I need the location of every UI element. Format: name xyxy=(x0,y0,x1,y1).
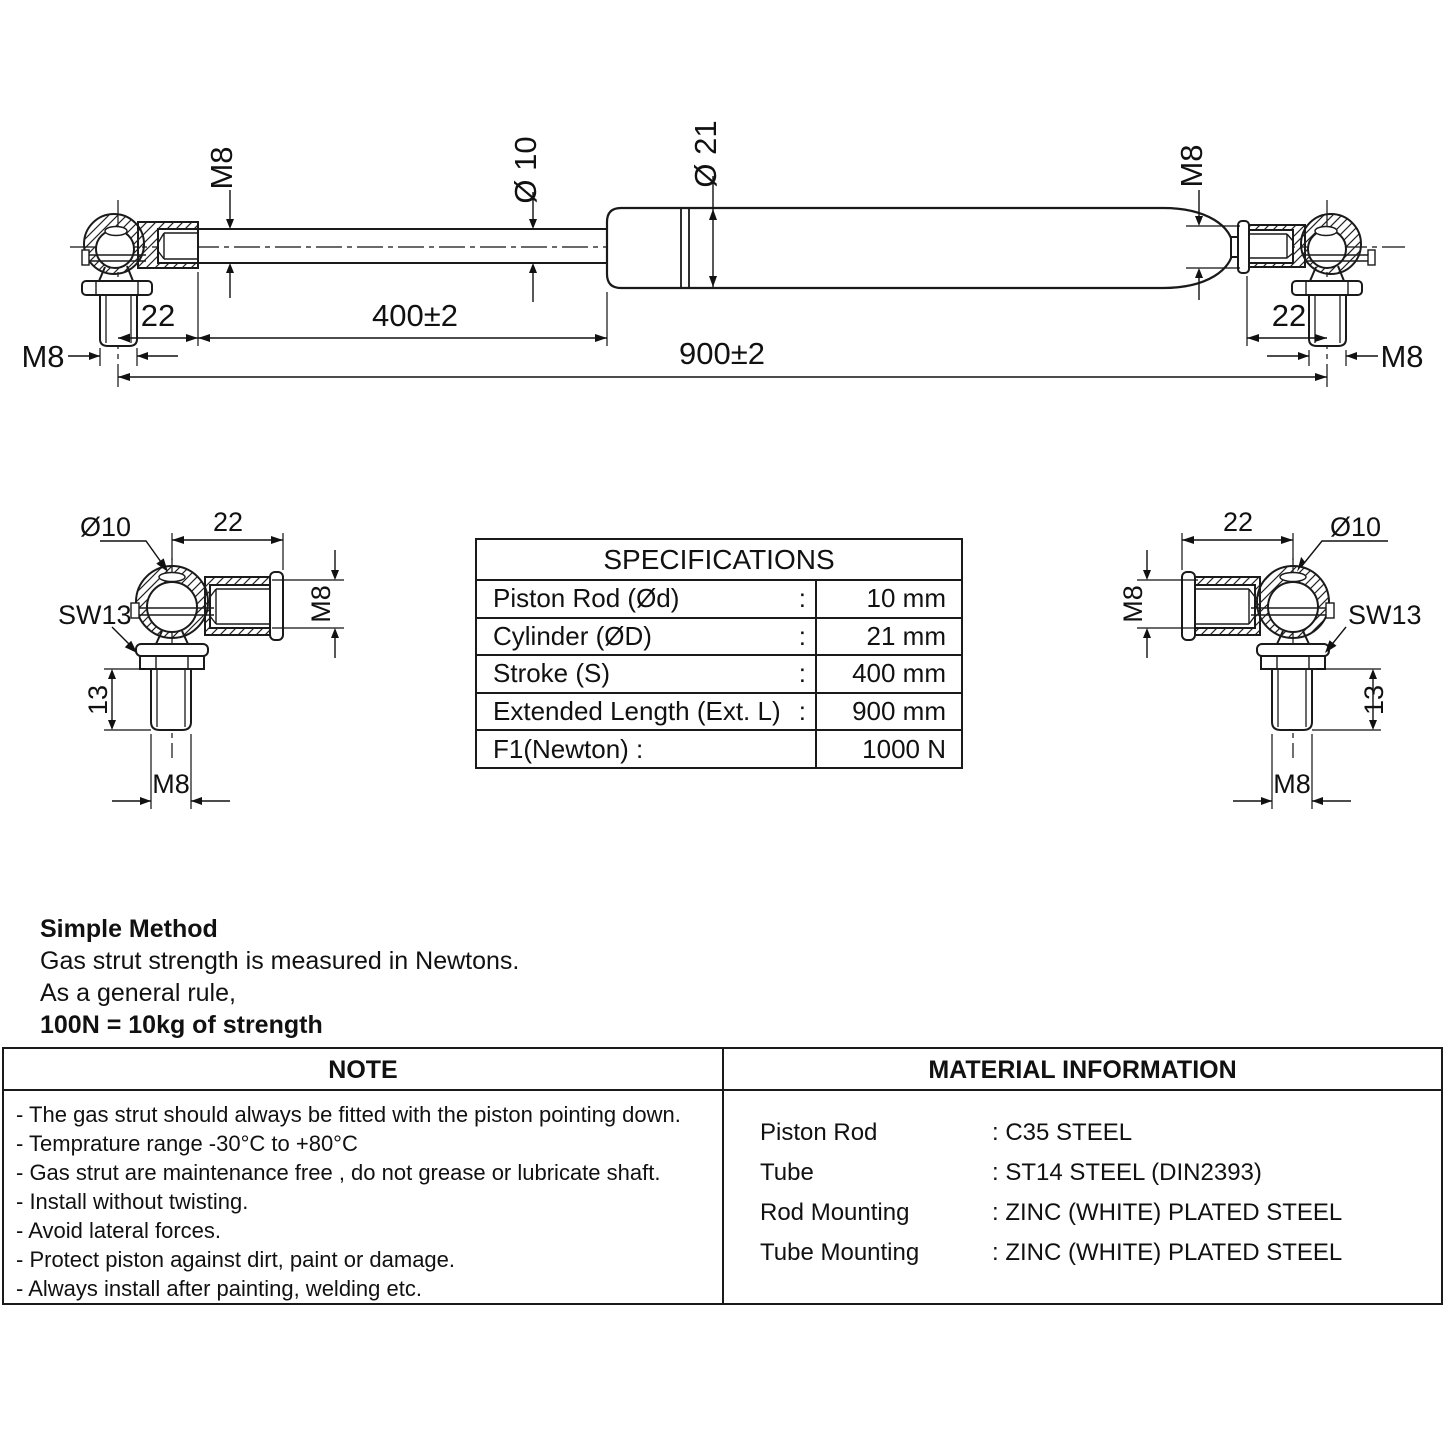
left-detail-dia-label: Ø10 xyxy=(80,512,132,542)
spec-value: 10 mm xyxy=(866,583,946,614)
spec-row-cylinder xyxy=(477,619,961,657)
right-detail-thread-label: M8 xyxy=(1118,585,1148,623)
left-detail-fitting xyxy=(131,566,283,730)
dim-label-m8-stud-right: M8 xyxy=(1380,339,1424,374)
dim-label-stroke: 400±2 xyxy=(372,298,458,333)
right-detail-studlen-label: 13 xyxy=(1359,684,1389,716)
spec-value: 1000 N xyxy=(862,733,946,764)
spec-separator: : xyxy=(798,620,806,651)
spec-row-stroke xyxy=(477,656,961,694)
left-detail-thread-label: M8 xyxy=(306,585,336,623)
note-item: - Gas strut are maintenance free , do not grease or lubricate shaft. xyxy=(16,1160,661,1185)
left-detail-studlen-label: 13 xyxy=(83,684,113,716)
material-label: Tube Mounting xyxy=(760,1239,920,1266)
note-item: - Temprature range -30°C to +80°C xyxy=(16,1131,358,1156)
right-detail-studthread-label: M8 xyxy=(1273,769,1311,799)
material-label: Piston Rod xyxy=(760,1119,878,1146)
left-detail-dimensions xyxy=(100,533,344,809)
note-item: - Install without twisting. xyxy=(16,1189,249,1214)
material-label: Rod Mounting xyxy=(760,1199,910,1226)
simple-method-line: As a general rule, xyxy=(40,979,236,1007)
material-label: Tube xyxy=(760,1159,814,1186)
piston-rod xyxy=(198,229,610,263)
right-detail-width-label: 22 xyxy=(1222,507,1254,537)
material-value: : ZINC (WHITE) PLATED STEEL xyxy=(992,1199,1343,1226)
spec-separator: : xyxy=(798,583,806,614)
spec-separator: : xyxy=(798,658,806,689)
gas-strut-main-drawing xyxy=(0,0,1445,440)
spec-label: Piston Rod (Ød) xyxy=(493,583,680,614)
dim-label-total-length: 900±2 xyxy=(679,336,765,371)
dim-label-m8-rod-left: M8 xyxy=(204,146,239,190)
material-row xyxy=(760,1113,1431,1153)
dim-label-m8-rod-right: M8 xyxy=(1174,144,1209,188)
specifications-title: SPECIFICATIONS xyxy=(477,540,961,581)
material-row xyxy=(760,1233,1431,1273)
dim-label-dia-cylinder: Ø 21 xyxy=(688,120,723,188)
spec-row-piston-rod xyxy=(477,581,961,619)
spec-row-force xyxy=(477,731,961,767)
left-detail-width-label: 22 xyxy=(212,507,244,537)
material-row xyxy=(760,1193,1431,1233)
right-detail-fitting xyxy=(1182,566,1334,730)
spec-separator: : xyxy=(798,696,806,727)
spec-value: 400 mm xyxy=(852,658,946,689)
simple-method-block xyxy=(40,913,519,1041)
material-body xyxy=(724,1091,1441,1303)
material-value: : ST14 STEEL (DIN2393) xyxy=(992,1159,1262,1186)
note-item: - The gas strut should always be fitted with the piston pointing down. xyxy=(16,1102,681,1127)
material-header: MATERIAL INFORMATION xyxy=(724,1049,1441,1091)
dim-label-dia-rod: Ø 10 xyxy=(508,136,543,204)
specifications-table xyxy=(475,538,963,769)
simple-method-title: Simple Method xyxy=(40,915,218,943)
simple-method-rule: 100N = 10kg of strength xyxy=(40,1011,323,1039)
left-detail-wrench-label: SW13 xyxy=(58,600,132,630)
note-body xyxy=(4,1091,724,1303)
material-value: : ZINC (WHITE) PLATED STEEL xyxy=(992,1239,1343,1266)
spec-value: 900 mm xyxy=(852,696,946,727)
right-detail-dia-label: Ø10 xyxy=(1330,512,1382,542)
note-item: - Always install after painting, welding etc. xyxy=(16,1276,422,1301)
note-item: - Protect piston against dirt, paint or damage. xyxy=(16,1247,456,1272)
right-detail-dimensions xyxy=(1137,533,1388,809)
spec-row-extended-length xyxy=(477,694,961,732)
spec-value: 21 mm xyxy=(866,620,946,651)
material-row xyxy=(760,1153,1431,1193)
material-value: : C35 STEEL xyxy=(992,1119,1133,1146)
note-header: NOTE xyxy=(4,1049,724,1091)
note-material-table xyxy=(2,1047,1443,1305)
spec-label: F1(Newton) : xyxy=(493,733,644,764)
spec-label: Extended Length (Ext. L) xyxy=(493,696,781,727)
right-detail-wrench-label: SW13 xyxy=(1348,600,1422,630)
spec-label: Cylinder (ØD) xyxy=(493,620,652,651)
cylinder xyxy=(607,208,1233,288)
spec-label: Stroke (S) xyxy=(493,658,611,689)
note-item: - Avoid lateral forces. xyxy=(16,1218,222,1243)
simple-method-line: Gas strut strength is measured in Newtons. xyxy=(40,947,520,975)
left-detail-studthread-label: M8 xyxy=(152,769,190,799)
dim-label-22-right: 22 xyxy=(1271,298,1307,333)
dim-label-22-left: 22 xyxy=(140,298,176,333)
dim-label-m8-stud-left: M8 xyxy=(21,339,65,374)
